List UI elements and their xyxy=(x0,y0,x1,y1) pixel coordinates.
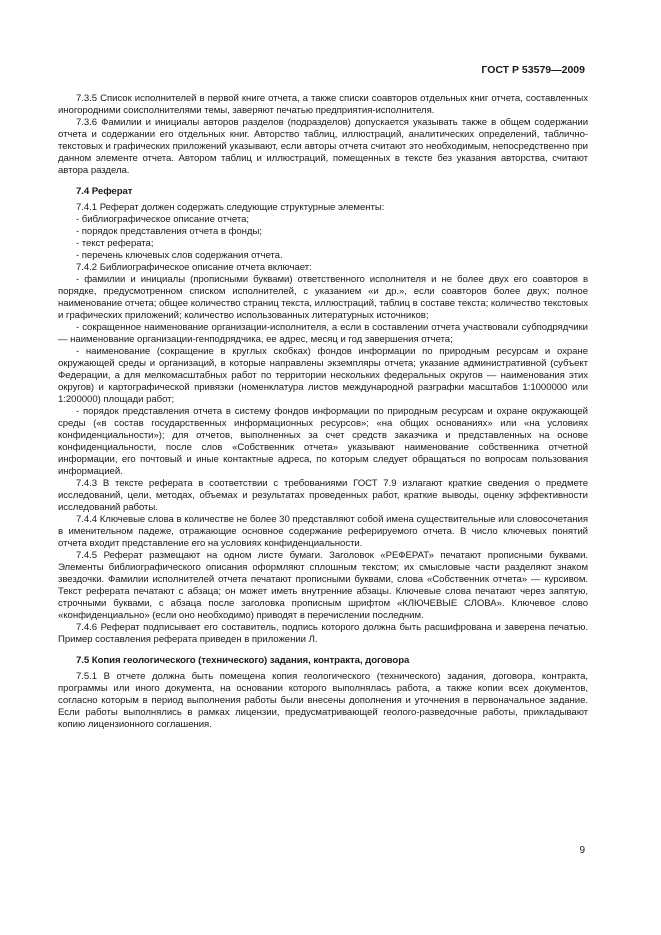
list-item: - порядок представления отчета в систему фондов информации по природным ресурсам и охране окружающей среды («в состав государственных информационных ресурсов»; «на общих основаниях» или «на условиях конфиденциальности»); для отчетов, выполненных за счет средств заказчика и представленных на основе конфиденциальности, после слов «Собственник отчета» указывают наименование собственника отчетной информации, его почтовый и иные контактные адреса, по которым следует обращаться по вопросам пользования информацией. xyxy=(58,406,588,477)
document-body xyxy=(58,93,588,731)
paragraph-7-4-3: 7.4.3 В тексте реферата в соответствии с требованиями ГОСТ 7.9 излагают краткие сведения о предмете исследований, цели, методах, объемах и результатах проведенных работ, краткие выводы, оценку эффективности исследований работы. xyxy=(58,478,588,513)
section-heading-7-5: 7.5 Копия геологического (технического) задания, контракта, договора xyxy=(76,655,410,666)
paragraph-7-3-6: 7.3.6 Фамилии и инициалы авторов разделов (подразделов) допускается указывать также в общем содержании отчета и содержании его отдельных книг. Авторство таблиц, иллюстраций, аналитических определений, таблично-текстовых и графических приложений указывают, если авторы отчета считают это необходимым, непосредственно при данном элементе отчета. Автором таблиц и иллюстраций, помещенных в тексте без указания авторства, считают автора раздела. xyxy=(58,117,588,176)
list-item: - сокращенное наименование организации-исполнителя, а если в составлении отчета участвовали субподрядчики — наименование организации-генподрядчика, ее адрес, месяц и год завершения отчета; xyxy=(58,322,588,345)
paragraph-7-4-5: 7.4.5 Реферат размещают на одном листе бумаги. Заголовок «РЕФЕРАТ» печатают прописными буквами. Элементы библиографического описания оформляют сплошным текстом; их смысловые части разделяют знаком звездочки. Фамилии исполнителей отчета печатают прописными буквами, слова «Собственник отчета» — курсивом. Текст реферата печатают с абзаца; он может иметь внутренние абзацы. Ключевые слова печатают через запятую, строчными буквами, с абзаца после заголовка прописным шрифтом «КЛЮЧЕВЫЕ СЛОВА». Ключевое слово «конфиденциально» (если оно необходимо) приводят в перечислении последним. xyxy=(58,550,588,621)
document-header: ГОСТ Р 53579—2009 xyxy=(481,64,585,76)
paragraph-7-4-6: 7.4.6 Реферат подписывает его составитель, подпись которого должна быть расшифрована и заверена печатью. Пример составления реферата приведен в приложении Л. xyxy=(58,622,588,645)
paragraph-7-3-5: 7.3.5 Список исполнителей в первой книге отчета, а также списки соавторов отдельных книг отчета, составленных иногородними соисполнителями темы, заверяют печатью предприятия-исполнителя. xyxy=(58,93,588,116)
list-item: - фамилии и инициалы (прописными буквами) ответственного исполнителя и не более двух его соавторов в порядке, предусмотренном списком исполнителей, с указанием «и др.», если соавторов более двух; полное наименование отчета; общее количество страниц текста, иллюстраций, таблиц в составе текста; количество текстовых и графических приложений; количество использованных литературных источников; xyxy=(58,274,588,321)
section-heading-7-4: 7.4 Реферат xyxy=(76,186,133,197)
paragraph-7-4-4: 7.4.4 Ключевые слова в количестве не более 30 представляют собой имена существительные или словосочетания в именительном падеже, отражающие основное содержание реферируемого отчета. В число ключевых понятий отчета входит представление его на условиях конфиденциальности. xyxy=(58,514,588,549)
paragraph-7-5-1: 7.5.1 В отчете должна быть помещена копия геологического (технического) задания, договора, контракта, программы или иного документа, на основании которого выполнялась работа, а также копии всех документов, согласно которым в период выполнения работы были внесены дополнения и уточнения в первоначальное задание. Если работы выполнялись в рамках лицензии, предусматривающей геолого-разведочные работы, прикладывают копию лицензионного соглашения. xyxy=(58,671,588,730)
list-item: - текст реферата; xyxy=(76,238,154,249)
list-item: - наименование (сокращение в круглых скобках) фондов информации по природным ресурсам и охране окружающей среды и организаций, в которые направлены экземпляры отчета; указание административной (субъект Федерации, а для мелкомасштабных работ по территории нескольких федеральных округов — наименования этих округов) и картографической привязки (номенклатура листов международной разграфки масштабов 1:1000000 или 1:200000) площади работ; xyxy=(58,346,588,405)
list-item: - библиографическое описание отчета; xyxy=(76,214,249,225)
paragraph-7-4-2: 7.4.2 Библиографическое описание отчета включает: xyxy=(76,262,312,273)
page-number: 9 xyxy=(579,845,585,856)
paragraph-7-4-1: 7.4.1 Реферат должен содержать следующие структурные элементы: xyxy=(76,202,385,213)
list-item: - перечень ключевых слов содержания отчета. xyxy=(76,250,283,261)
list-item: - порядок представления отчета в фонды; xyxy=(76,226,262,237)
